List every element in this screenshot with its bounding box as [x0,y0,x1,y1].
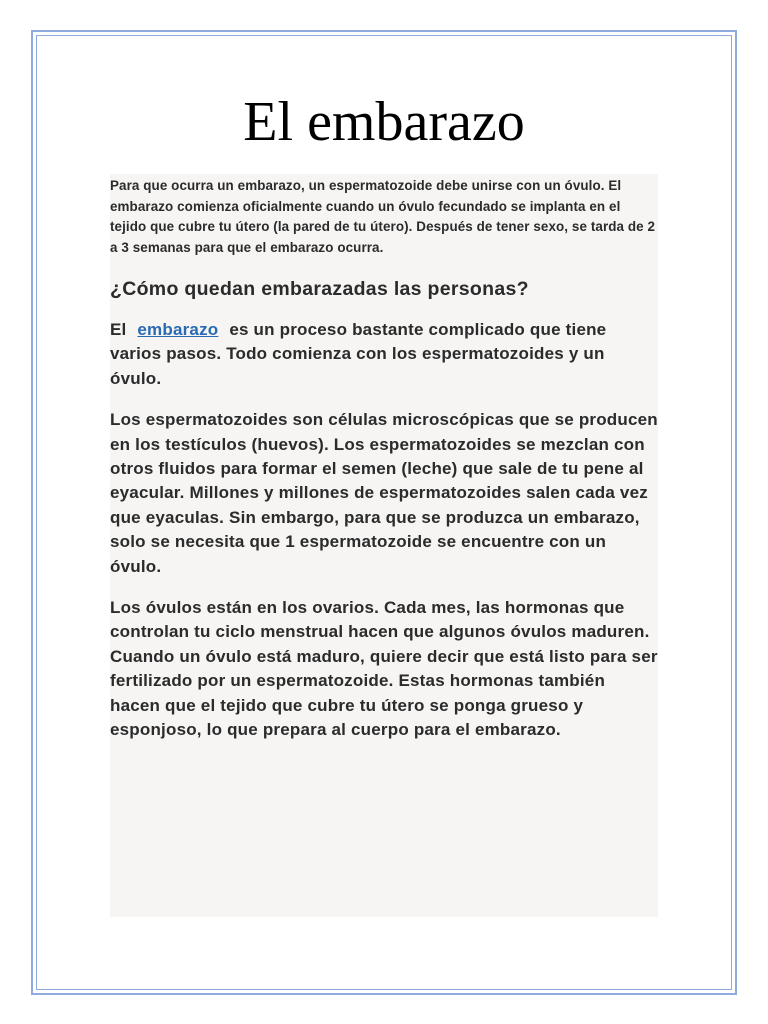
paragraph-1-before-link: El [110,320,127,339]
paragraph-2: Los espermatozoides son células microscópicas que se producen en los testículos (huevos). Los espermatozoides se mezclan con otros fluidos para formar el semen (leche) que sale de tu pene al eyacular. Millones y millones de espermatozoides salen cada vez que eyaculas. Sin embargo, para que se produzca un embarazo, solo se necesita que 1 espermatozoide se encuentre con un óvulo. [110,410,658,576]
paragraph-1 [110,318,658,391]
intro-paragraph: Para que ocurra un embarazo, un espermatozoide debe unirse con un óvulo. El embarazo comienza oficialmente cuando un óvulo fecundado se implanta en el tejido que cubre tu útero (la pared de tu útero). Después de tener sexo, se tarda de 2 a 3 semanas para que el embarazo ocurra. [110,178,656,255]
content-block [110,174,658,917]
paragraph-1-after-link: es un proceso bastante complicado que tiene varios pasos. Todo comienza con los espermatozoides y un óvulo. [110,320,607,388]
paragraph-3: Los óvulos están en los ovarios. Cada mes, las hormonas que controlan tu ciclo menstrual hacen que algunos óvulos maduren. Cuando un óvulo está maduro, quiere decir que está listo para ser fertilizado por un espermatozoide. Estas hormonas también hacen que el tejido que cubre tu útero se ponga grueso y esponjoso, lo que prepara al cuerpo para el embarazo. [110,598,658,740]
embarazo-link[interactable]: embarazo [137,320,219,339]
section-heading: ¿Cómo quedan embarazadas las personas? [110,278,529,300]
document-title: El embarazo [243,91,525,153]
